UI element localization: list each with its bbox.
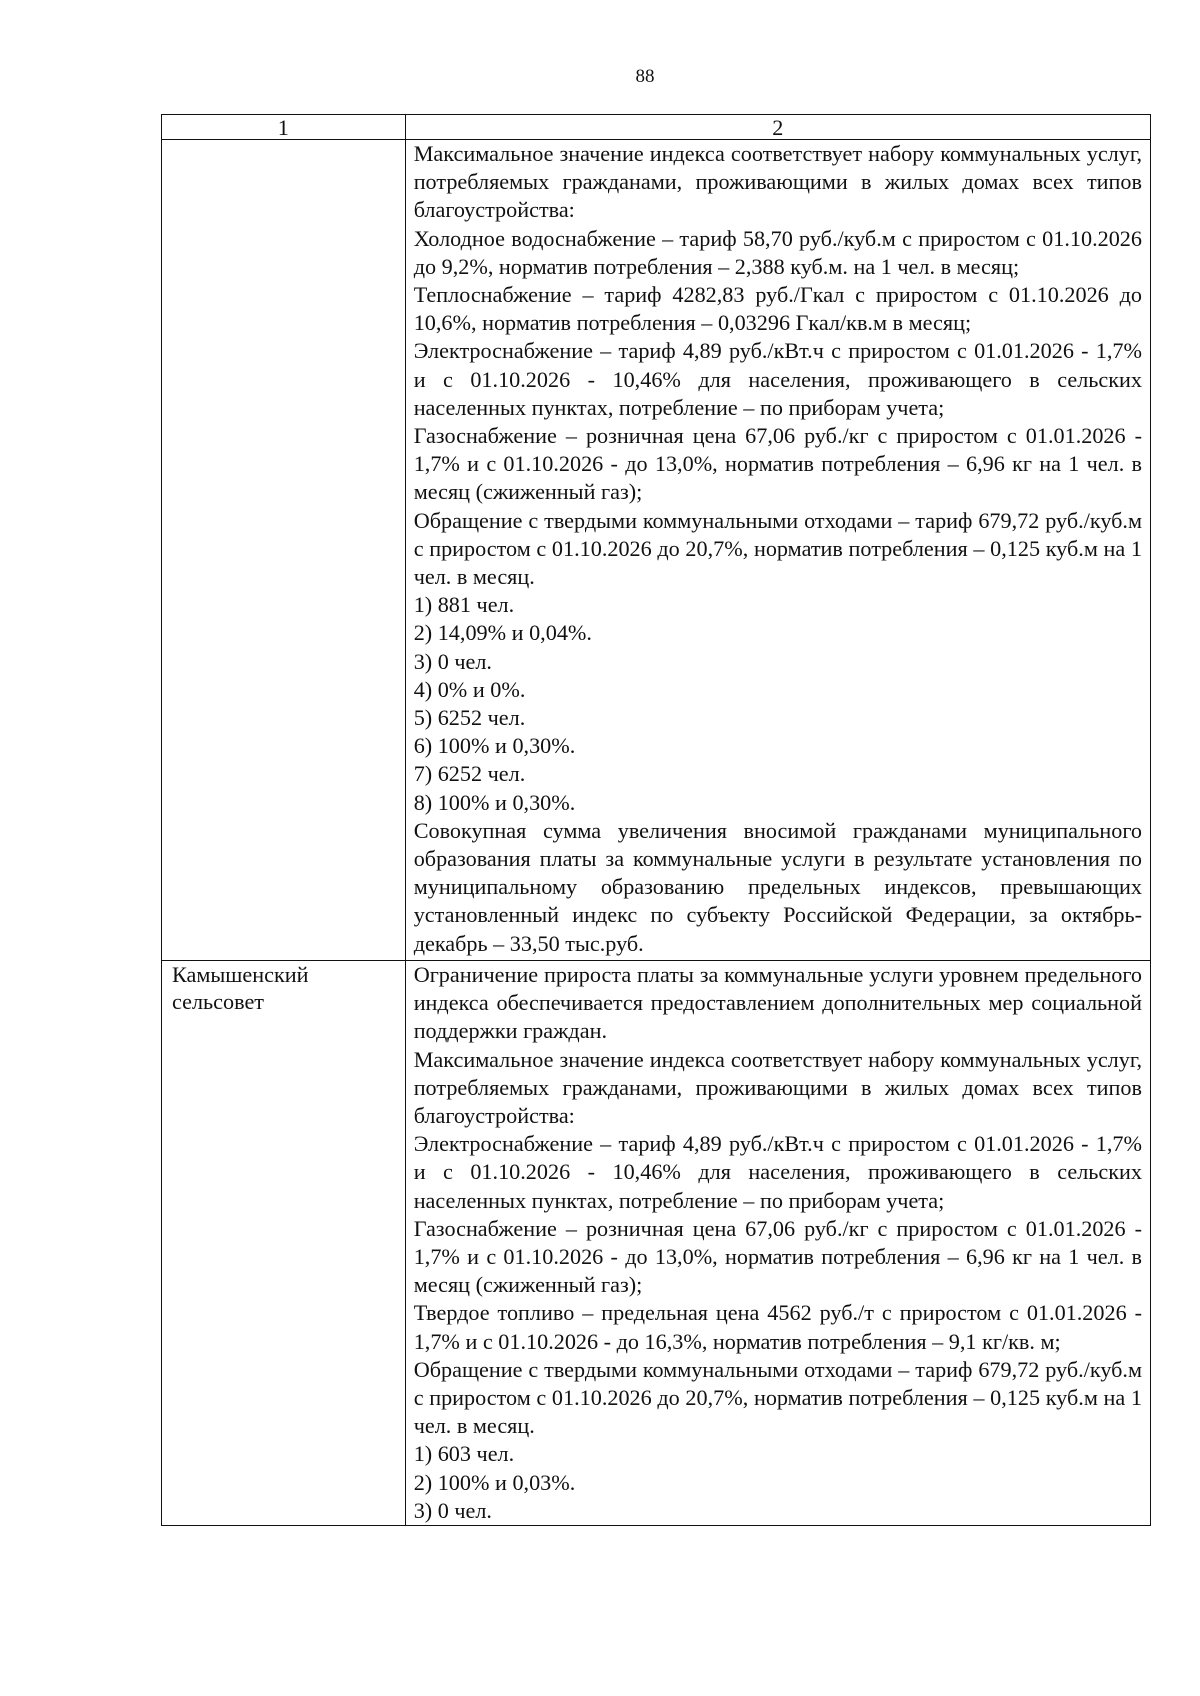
tariff-table [161, 114, 1151, 1526]
list-item: 5) 6252 чел. [413, 705, 526, 731]
column-header-2: 2 [405, 115, 1150, 140]
paragraph: Электроснабжение – тариф 4,89 руб./кВт.ч с приростом с 01.01.2026 - 1,7% и с 01.10.2026 - 10,46% для населения, проживающего в сельских населенных пунктах, потребление – по приборам учета; [413, 1131, 1142, 1213]
paragraph: Газоснабжение – розничная цена 67,06 руб./кг с приростом с 01.01.2026 - 1,7% и с 01.10.2026 - до 13,0%, норматив потребления – 6,96 кг на 1 чел. в месяц (сжиженный газ); [413, 1215, 1142, 1298]
region-cell: Камышенский сельсовет [162, 960, 406, 1525]
paragraph: Обращение с твердыми коммунальными отходами – тариф 679,72 руб./куб.м с приростом с 01.10.2026 до 20,7%, норматив потребления – 0,125 куб.м на 1 чел. в месяц. [413, 1356, 1142, 1439]
list-item: 1) 603 чел. [413, 1441, 515, 1467]
paragraph: Максимальное значение индекса соответствует набору коммунальных услуг, потребляемых гражданами, проживающими в жилых домах всех типов благоустройства: [413, 1046, 1142, 1128]
list-item: 6) 100% и 0,30%. [413, 733, 576, 759]
column-header-1: 1 [162, 115, 406, 140]
list-item: 7) 6252 чел. [413, 761, 526, 787]
paragraph: Ограничение прироста платы за коммунальные услуги уровнем предельного индекса обеспечивается предоставлением дополнительных мер социальной поддержки граждан. [413, 961, 1142, 1044]
list-item: 1) 881 чел. [413, 592, 515, 618]
table-row [162, 960, 1151, 1525]
list-item: 2) 14,09% и 0,04%. [413, 620, 592, 646]
paragraph: Обращение с твердыми коммунальными отходами – тариф 679,72 руб./куб.м с приростом с 01.10.2026 до 20,7%, норматив потребления – 0,125 куб.м на 1 чел. в месяц. [413, 507, 1142, 590]
region-cell [162, 140, 406, 961]
table-row [162, 140, 1151, 961]
paragraph: Газоснабжение – розничная цена 67,06 руб./кг с приростом с 01.01.2026 - 1,7% и с 01.10.2026 - до 13,0%, норматив потребления – 6,96 кг на 1 чел. в месяц (сжиженный газ); [413, 423, 1142, 505]
paragraph: Совокупная сумма увеличения вносимой гражданами муниципального образования платы за коммунальные услуги в результате установления по муниципальному образованию предельных индексов, превышающих установленный индекс по субъекту Российской Федерации, за октябрь-декабрь – 33,50 тыс.руб. [413, 817, 1142, 956]
list-item: 3) 0 чел. [413, 648, 492, 674]
paragraph: Электроснабжение – тариф 4,89 руб./кВт.ч с приростом с 01.01.2026 - 1,7% и с 01.10.2026 - 10,46% для населения, проживающего в сельских населенных пунктах, потребление – по приборам учета; [413, 338, 1142, 420]
page-number: 88 [635, 66, 655, 87]
list-item: 2) 100% и 0,03%. [413, 1469, 576, 1495]
list-item: 8) 100% и 0,30%. [413, 789, 576, 815]
paragraph: Холодное водоснабжение – тариф 58,70 руб./куб.м с приростом с 01.10.2026 до 9,2%, норматив потребления – 2,388 куб.м. на 1 чел. в месяц; [413, 225, 1142, 279]
paragraph: Твердое топливо – предельная цена 4562 руб./т с приростом с 01.01.2026 - 1,7% и с 01.10.2026 - до 16,3%, норматив потребления – 9,1 кг/кв. м; [413, 1300, 1142, 1354]
description-cell [405, 140, 1150, 961]
list-item: 3) 0 чел. [413, 1497, 492, 1523]
paragraph: Теплоснабжение – тариф 4282,83 руб./Гкал с приростом с 01.10.2026 до 10,6%, норматив потребления – 0,03296 Гкал/кв.м в месяц; [413, 282, 1142, 336]
paragraph: Максимальное значение индекса соответствует набору коммунальных услуг, потребляемых гражданами, проживающими в жилых домах всех типов благоустройства: [413, 141, 1142, 223]
description-cell [405, 960, 1150, 1525]
list-item: 4) 0% и 0%. [413, 676, 526, 702]
table-header-row [162, 115, 1151, 140]
